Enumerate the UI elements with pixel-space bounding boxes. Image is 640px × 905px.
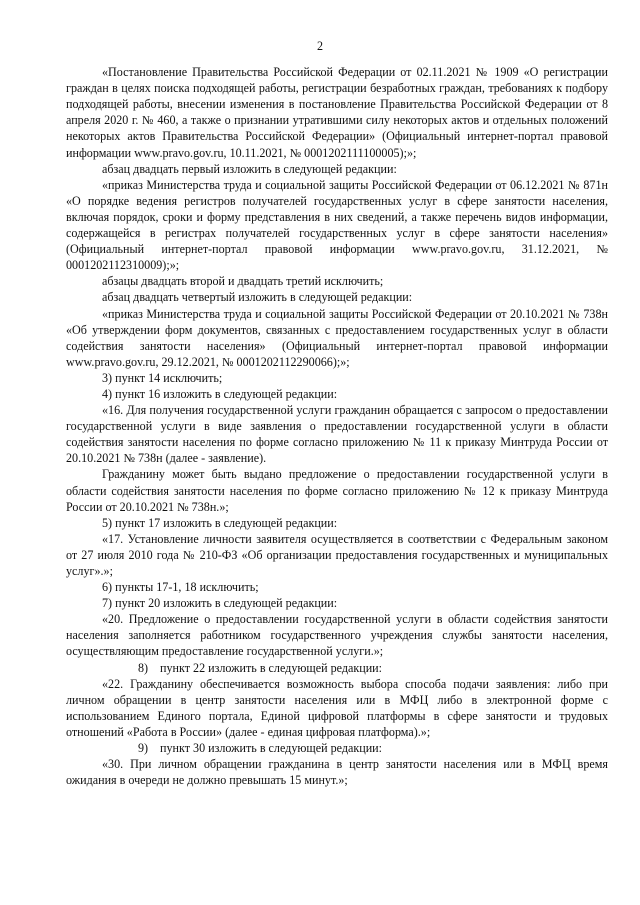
- paragraph-item-7: 7) пункт 20 изложить в следующей редакции:: [102, 596, 338, 611]
- paragraph-order-738n: «приказ Министерства труда и социальной защиты Российской Федерации от 20.10.2021 № 738н «Об утверждении форм документов, связанных с предоставлением государственных услуг в области содействия занятости населения» (Официальный интернет-портал правовой информации www.pravo.gov.ru, 29.12.2021, № 0001202112290066);»;: [66, 306, 608, 369]
- paragraph-abzac-21: абзац двадцать первый изложить в следующей редакции:: [102, 161, 397, 176]
- paragraph-abzac-24: абзац двадцать четвертый изложить в следующей редакции:: [102, 290, 413, 305]
- paragraph-item-4: 4) пункт 16 изложить в следующей редакции:: [102, 386, 338, 401]
- paragraph-decree-1909: «Постановление Правительства Российской Федерации от 02.11.2021 № 1909 «О регистрации граждан в целях поиска подходящей работы, регистрации безработных граждан, требованиях к подбору подходящей работы, внесении изменения в постановление Правительства Российской Федерации от 8 апреля 2020 г. № 460, а также о признании утратившими силу некоторых актов и отдельных положений некоторых актов Правительства Российской Федерации» (Официальный интернет-портал правовой информации www.pravo.gov.ru, 10.11.2021, № 0001202111100005);»;: [66, 65, 608, 160]
- paragraph-clause-22: «22. Гражданину обеспечивается возможность выбора способа подачи заявления: либо при личном обращении в центр занятости населения или в МФЦ либо в электронной форме с использованием Единого портала, Единой цифровой платформы в сфере занятости и трудовых отношений «Работа в России» (далее - единая цифровая платформа).»;: [66, 676, 608, 739]
- paragraph-item-9: [66, 740, 608, 756]
- paragraph-item-5: 5) пункт 17 изложить в следующей редакции:: [102, 515, 338, 530]
- paragraph-abzac-22-23: абзацы двадцать второй и двадцать третий исключить;: [102, 274, 384, 289]
- paragraph-clause-16: «16. Для получения государственной услуги гражданин обращается с запросом о предоставлении государственной услуги в виде заявления о предоставлении государственной услуги в области содействия занятости населения по форме согласно приложению № 11 к приказу Минтруда России от 20.10.2021 № 738н (далее - заявление).: [66, 403, 608, 466]
- paragraph-item-3: 3) пункт 14 исключить;: [102, 370, 223, 385]
- item-9-text: пункт 30 изложить в следующей редакции:: [160, 741, 382, 756]
- paragraph-clause-16-offer: Гражданину может быть выдано предложение о предоставлении государственной услуги в области содействия занятости населения по форме согласно приложению № 12 к приказу Минтруда России от 20.10.2021 № 738н.»;: [66, 467, 608, 514]
- paragraph-clause-20: «20. Предложение о предоставлении государственной услуги в области содействия занятости населения заполняется работником государственного учреждения службы занятости населения, осуществляющим предоставление государственной услуги.»;: [66, 612, 608, 659]
- paragraph-order-871n: «приказ Министерства труда и социальной защиты Российской Федерации от 06.12.2021 № 871н «О порядке ведения регистров получателей государственных услуг в сфере занятости населения, включая порядок, сроки и форму представления в них сведений, а также перечень видов информации, содержащейся в регистрах получателей государственных услуг в сфере занятости населения» (Официальный интернет-портал правовой информации www.pravo.gov.ru, 31.12.2021, № 0001202112310009);»;: [66, 177, 608, 273]
- paragraph-clause-17: «17. Установление личности заявителя осуществляется в соответствии с Федеральным законом от 27 июля 2010 года № 210-ФЗ «Об организации предоставления государственных и муниципальных услуг».»;: [66, 531, 608, 578]
- paragraph-clause-30: «30. При личном обращении гражданина в центр занятости населения или в МФЦ время ожидания в очереди не должно превышать 15 минут.»;: [66, 757, 608, 788]
- item-8-number: 8): [138, 660, 149, 675]
- paragraph-item-8: [66, 660, 608, 676]
- paragraph-item-6: 6) пункты 17-1, 18 исключить;: [102, 580, 259, 595]
- item-9-number: 9): [138, 741, 149, 756]
- item-8-text: пункт 22 изложить в следующей редакции:: [160, 660, 382, 675]
- page-number: 2: [316, 39, 324, 53]
